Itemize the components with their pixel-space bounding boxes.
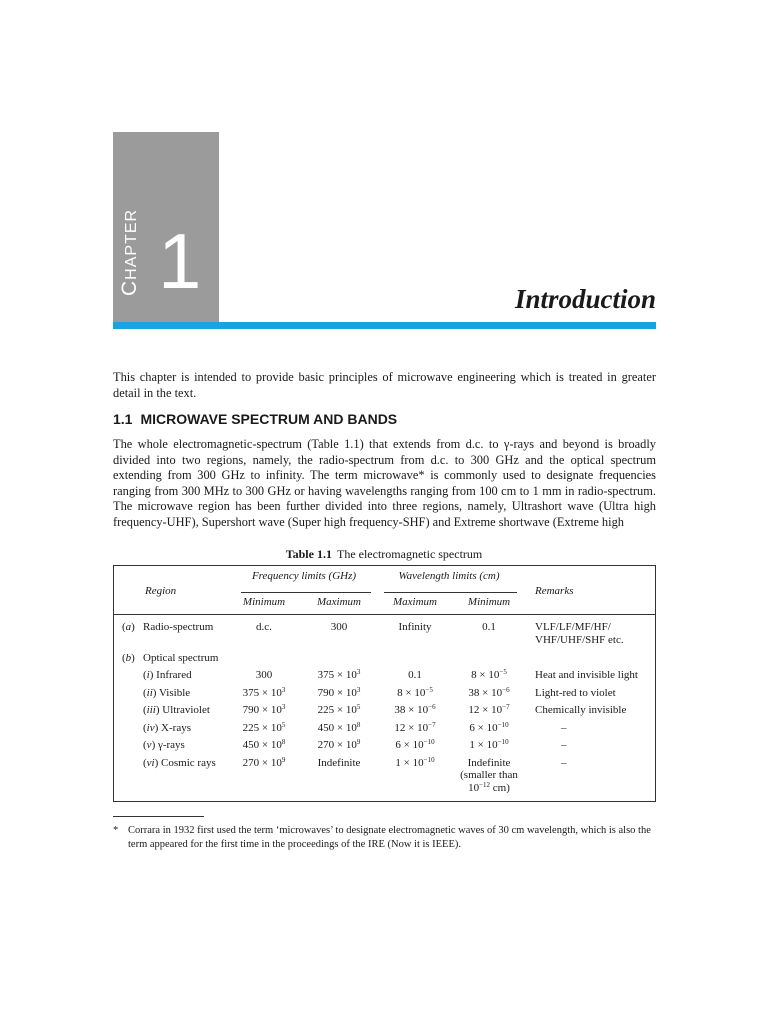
- table-caption-text: The electromagnetic spectrum: [336, 547, 483, 561]
- optical-wave-min: Indefinite: [467, 756, 511, 769]
- wave-group-rule: [384, 592, 517, 593]
- section-paragraph: The whole electromagnetic-spectrum (Table 1.1) that extends from d.c. to γ-rays and beyond is broadly divided into two regions, namely, the radio-spectrum from d.c. to 300 GHz and the optical spectrum extending from 300 GHz to infinity. The term microwave* is commonly used to designate frequencies ranging from 300 MHz to 300 GHz or having wavelengths ranging from 100 cm to 1 mm in radio-spectrum. The microwave region has been further divided into three regions, namely, Ultrashort wave (Ultra high frequency-UHF), Supershort wave (Super high frequency-SHF) and Extreme shortwave (Extreme high: [113, 437, 656, 529]
- freq-group-rule: [241, 592, 371, 593]
- radio-remarks-line1: VLF/LF/MF/HF/: [535, 621, 611, 633]
- optical-subregion-label: (v) γ-rays: [143, 739, 185, 751]
- header-wave-min: Minimum: [467, 596, 511, 608]
- optical-wave-max: $38 \times 10^{-6}$: [394, 703, 436, 716]
- header-freq-max: Maximum: [317, 596, 361, 608]
- optical-wave-min: $1 \times 10^{-10}$: [469, 738, 509, 751]
- optical-remarks: Light-red to violet: [535, 686, 616, 699]
- footnote-text: Corrara in 1932 first used the term ‘microwaves’ to designate electromagnetic waves of 30 cm wavelength, which is also the term appeared for the first time in the proceedings of the IRE (Now it is IEEE).: [128, 825, 651, 850]
- optical-wave-min: $12 \times 10^{-7}$: [468, 703, 510, 716]
- optical-freq-max: $270 \times 10^9$: [317, 738, 361, 751]
- optical-subregion-label: (ii) Visible: [143, 686, 191, 699]
- radio-wave-max: Infinity: [398, 621, 432, 633]
- radio-freq-min: d.c.: [256, 621, 272, 633]
- optical-region-name: Optical spectrum: [143, 652, 219, 664]
- optical-subregion-label: (iii) Ultraviolet: [143, 704, 210, 716]
- optical-freq-min: $270 \times 10^9$: [242, 755, 286, 769]
- optical-freq-max: $225 \times 10^5$: [317, 703, 361, 716]
- header-region: Region: [145, 585, 177, 597]
- optical-wave-max: $1 \times 10^{-10}$: [395, 755, 435, 769]
- optical-wave-max: $6 \times 10^{-10}$: [395, 738, 435, 751]
- radio-region-name: Radio-spectrum: [143, 621, 214, 633]
- section-number: 1.1: [113, 411, 133, 427]
- spectrum-table: [113, 565, 656, 802]
- footnote-rule: [113, 816, 204, 817]
- row-tag: (b): [122, 652, 135, 664]
- optical-freq-max: Indefinite: [317, 756, 361, 769]
- header-freq-min: Minimum: [242, 596, 286, 608]
- radio-freq-max: 300: [330, 621, 348, 633]
- optical-wave-max: $8 \times 10^{-5}$: [397, 685, 433, 699]
- cosmic-wave-min-extra2: $10^{-12}$ cm): [468, 781, 510, 794]
- title-rule: [113, 322, 656, 329]
- optical-freq-max: $790 \times 10^3$: [317, 685, 361, 699]
- optical-wave-max: $12 \times 10^{-7}$: [394, 720, 436, 734]
- optical-freq-min: $450 \times 10^8$: [242, 738, 286, 751]
- optical-freq-min: $375 \times 10^3$: [242, 685, 286, 699]
- header-wave-group: Wavelength limits (cm): [398, 570, 500, 582]
- section-heading: [113, 411, 397, 427]
- optical-remarks: –: [561, 739, 567, 751]
- radio-remarks-line2: VHF/UHF/SHF etc.: [535, 634, 624, 646]
- optical-remarks: –: [561, 721, 567, 734]
- footnote-marker: *: [113, 825, 119, 836]
- header-remarks: Remarks: [535, 585, 574, 597]
- table-caption: [0, 547, 768, 562]
- header-rule: [114, 614, 655, 615]
- chapter-number: 1: [158, 217, 202, 305]
- radio-wave-min: 0.1: [482, 621, 496, 633]
- optical-freq-max: $450 \times 10^8$: [317, 720, 361, 734]
- section-title: MICROWAVE SPECTRUM AND BANDS: [140, 411, 398, 427]
- optical-freq-min: $225 \times 10^5$: [242, 720, 286, 734]
- row-tag: (a): [122, 621, 135, 633]
- optical-subregion-label: (i) Infrared: [143, 669, 192, 681]
- intro-paragraph: This chapter is intended to provide basic principles of microwave engineering which is treated in greater detail in the text.: [113, 370, 656, 400]
- header-wave-max: Maximum: [393, 596, 437, 608]
- optical-freq-min: 300: [255, 669, 273, 681]
- optical-subregion-label: (vi) Cosmic rays: [143, 756, 216, 769]
- cosmic-wave-min-extra1: (smaller than: [460, 769, 518, 781]
- optical-remarks: Heat and invisible light: [535, 669, 638, 681]
- chapter-label: CHAPTER: [118, 208, 141, 296]
- footnote: [113, 824, 658, 852]
- optical-wave-min: $8 \times 10^{-5}$: [471, 668, 507, 681]
- optical-remarks: –: [561, 756, 567, 769]
- chapter-title: Introduction: [514, 284, 656, 314]
- table-caption-label: Table 1.1: [285, 547, 332, 561]
- optical-freq-max: $375 \times 10^3$: [317, 668, 361, 681]
- optical-wave-max: 0.1: [408, 669, 422, 681]
- header-freq-group: Frequency limits (GHz): [251, 570, 357, 582]
- optical-wave-min: $6 \times 10^{-10}$: [469, 720, 509, 734]
- optical-remarks: Chemically invisible: [535, 704, 627, 716]
- optical-subregion-label: (iv) X-rays: [143, 721, 191, 734]
- optical-freq-min: $790 \times 10^3$: [242, 703, 286, 716]
- optical-wave-min: $38 \times 10^{-6}$: [468, 685, 510, 699]
